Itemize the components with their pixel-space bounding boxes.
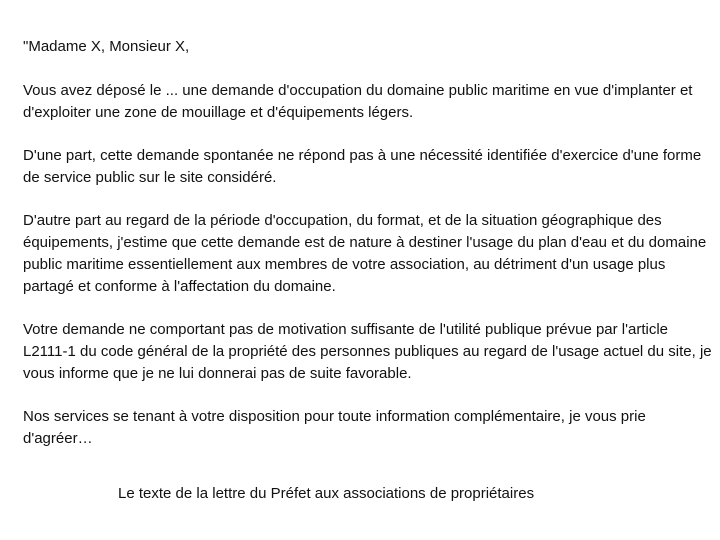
paragraph-closing: Nos services se tenant à votre disposition pour toute information complémentaire, je vous prie d'agréer… [23,408,646,447]
paragraph-decision: Votre demande ne comportant pas de motivation suffisante de l'utilité publique prévue par l'article L2111-1 du code général de la propriété des personnes publiques au regard de l'usage actuel du site, je vous informe que je ne lui donnerai pas de suite favorable. [23,321,712,382]
letter-body [23,36,713,471]
paragraph-request: Vous avez déposé le ... une demande d'occupation du domaine public maritime en vue d'implanter et d'exploiter une zone de mouillage et d'équipements légers. [23,82,693,121]
paragraph-public-service: D'une part, cette demande spontanée ne répond pas à une nécessité identifiée d'exercice d'une forme de service public sur le site considéré. [23,147,702,186]
letter-salutation: "Madame X, Monsieur X, [23,38,190,55]
paragraph-usage-analysis: D'autre part au regard de la période d'occupation, du format, et de la situation géographique des équipements, j'estime que cette demande est de nature à destiner l'usage du plan d'eau et du domaine public maritime essentiellement aux membres de votre association, au détriment d'un usage plus partagé et conforme à l'affectation du domaine. [23,212,707,295]
slide-caption: Le texte de la lettre du Préfet aux associations de propriétaires [118,485,535,502]
